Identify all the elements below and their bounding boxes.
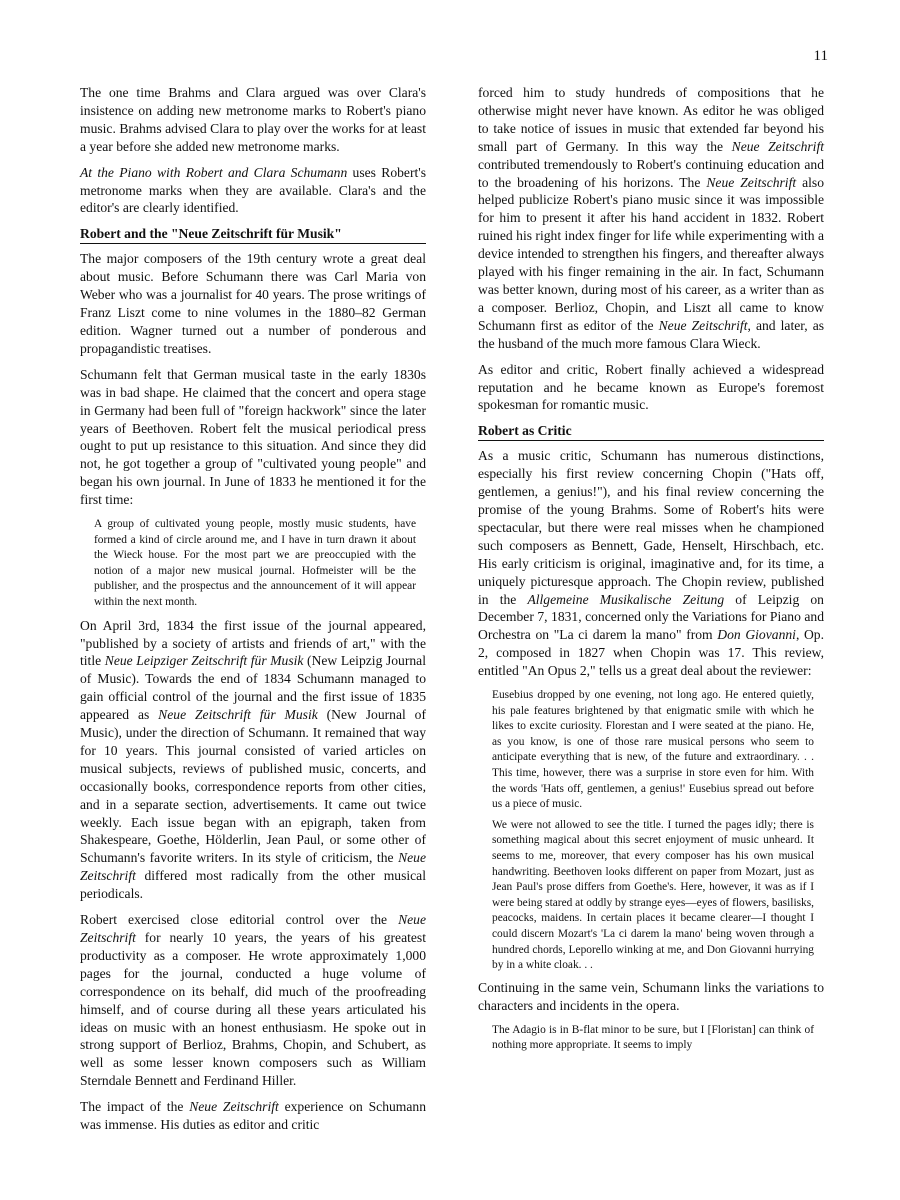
block-quote: We were not allowed to see the title. I turned the pages idly; there is something magical about this secret enjoyment of music unheard. It seems to me, moreover, that every composer has his own musical handwriting. Beethoven looks different on paper from Mozart, just as Jean Paul's prose differs from Goethe's. Here, however, it was as if I were being stared at oddly by strange eyes—eyes of flowers, basilisks, peacocks, maidens. In certain places it became clearer—I thought I could discern Mozart's 'La ci darem la mano' being woven through a hundred chords, Leporello winking at me, and Don Giovanni hurrying by in a white cloak. . . — [492, 818, 815, 972]
block-quote: Eusebius dropped by one evening, not long ago. He entered quietly, his pale features brightened by that enigmatic smile with which he likes to excite curiosity. Florestan and I were seated at the piano. He, as you know, is one of those rare musical persons who seem to anticipate everything that is new, of the future and extraordinary. . . This time, however, there was a surprise in store even for him. With the words 'Hats off, gentlemen, a genius!' Eusebius spread out before us a piece of music. — [492, 689, 814, 811]
paragraph: The major composers of the 19th century wrote a great deal about music. Before Schumann there was Carl Maria von Weber who was a journalist for 40 years. The prose writings of Franz Liszt come to nine volumes in the 1880–82 German edition. Wagner turned out a number of ponderous and propagandistic treatises. — [80, 251, 426, 356]
paragraph: Continuing in the same vein, Schumann links the variations to characters and incidents in the opera. — [478, 979, 824, 1013]
paragraph: On April 3rd, 1834 the first issue of the journal appeared, "published by a society of artists and friends of art," with the title Neue Leipziger Zeitschrift für Musik (New Leipzig Journal of Music). Towards the end of 1834 Schumann managed to gain official control of the journal and the first issue of 1835 appeared as Neue Zeitschrift für Musik (New Journal of Music), under the direction of Schumann. It remained that way for 10 years. This journal consisted of varied articles on musical subjects, reviews of published music, concerts, and occasionally books, correspondence reports from other cities, and in a separate section, advertisements. It came out twice weekly. Each issue began with an epigraph, taken from Shakespeare, Goethe, Hölderlin, Jean Paul, or some other of Schumann's favorite writers. In its style of criticism, the Neue Zeitschrift differed most radically from the other musical periodicals. — [80, 617, 426, 902]
left-column — [80, 84, 426, 1142]
book-title: At the Piano with Robert and Clara Schumann — [80, 164, 348, 180]
block-quote: A group of cultivated young people, mostly music students, have formed a kind of circle around me, and I have in turn drawn it about the Wieck house. For the most part we are preoccupied with the notion of a major new musical journal. Hofmeister will be the publisher, and the prospectus and the announcement of it will appear within the next month. — [94, 518, 416, 608]
right-column — [478, 84, 824, 1060]
paragraph: The impact of the Neue Zeitschrift experience on Schumann was immense. His duties as editor and critic — [80, 1099, 427, 1133]
block-quote: The Adagio is in B-flat minor to be sure, but I [Floristan] can think of nothing more appropriate. It seems to imply — [492, 1023, 814, 1052]
paragraph: The one time Brahms and Clara argued was over Clara's insistence on adding new metronome marks to Robert's piano music. Brahms advised Clara to play over the works for at least a year before she added new metronome marks. — [80, 85, 426, 154]
paragraph: Schumann felt that German musical taste in the early 1830s was in bad shape. He claimed that the concert and opera stage in Germany had been full of "foreign hackwork" since the later years of Beethoven. Robert felt the musical periodical press ought to put up resistance to this situation. And since they did not, he got together a group of "cultivated young people" and began his own journal. In June of 1833 he mentioned it for the first time: — [80, 366, 426, 508]
section-heading: Robert and the "Neue Zeitschrift für Musik" — [80, 225, 426, 244]
paragraph: As a music critic, Schumann has numerous distinctions, especially his first review concerning Chopin ("Hats off, gentlemen, a genius!"), and his final review concerning the promise of the young Brahms. Some of Robert's hits were spectacular, but there were real misses when he championed such composers as Bennett, Gade, Henselt, Hirschbach, etc. His early criticism is original, imaginative and, for its time, a uniquely picturesque approach. The Chopin review, published in the Allgemeine Musikalische Zeitung of Leipzig on December 7, 1831, concerned only the Variations for Piano and Orchestra on "La ci darem la mano" from Don Giovanni, Op. 2, composed in 1827 when Chopin was 17. This review, entitled "An Opus 2," tells us a great deal about the reviewer: — [478, 448, 824, 679]
paragraph: At the Piano with Robert and Clara Schumann uses Robert's metronome marks when they are available. Clara's and the editor's are clearly identified. — [80, 164, 426, 216]
page-number: 11 — [813, 48, 828, 64]
paragraph: forced him to study hundreds of compositions that he otherwise might never have known. As editor he was obliged to take notice of issues in music that extended far beyond his small part of Germany. In this way the Neue Zeitschrift contributed tremendously to Robert's continuing education and to the broadening of his horizons. The Neue Zeitschrift also helped publicize Robert's piano music since it was impossible for him to present it after his hand accident in 1832. Robert ruined his right index finger for life while experimenting with a device intended to strengthen his fingers, and thereafter always played with his finger remaining in the air. In fact, Schumann was better known, during most of his career, as a writer than as a composer. Berlioz, Chopin, and Liszt all came to know Schumann first as editor of the Neue Zeitschrift, and later, as the husband of the much more famous Clara Wieck. — [478, 85, 825, 351]
paragraph: As editor and critic, Robert finally achieved a widespread reputation and he became known as Europe's foremost spokesman for romantic music. — [478, 361, 824, 413]
paragraph: Robert exercised close editorial control over the Neue Zeitschrift for nearly 10 years, the years of his greatest productivity as a composer. He wrote approximately 1,000 pages for the journal, conducted a huge volume of correspondence on its behalf, did much of the proofreading himself, and of course during all these years articulated his ideas on music with an honest enthusiasm. He spoke out in strong support of Berlioz, Brahms, Chopin, and Schubert, as well as some lesser known composers such as William Sterndale Bennett and Ferdinand Hiller. — [80, 912, 426, 1089]
section-heading: Robert as Critic — [478, 422, 824, 441]
